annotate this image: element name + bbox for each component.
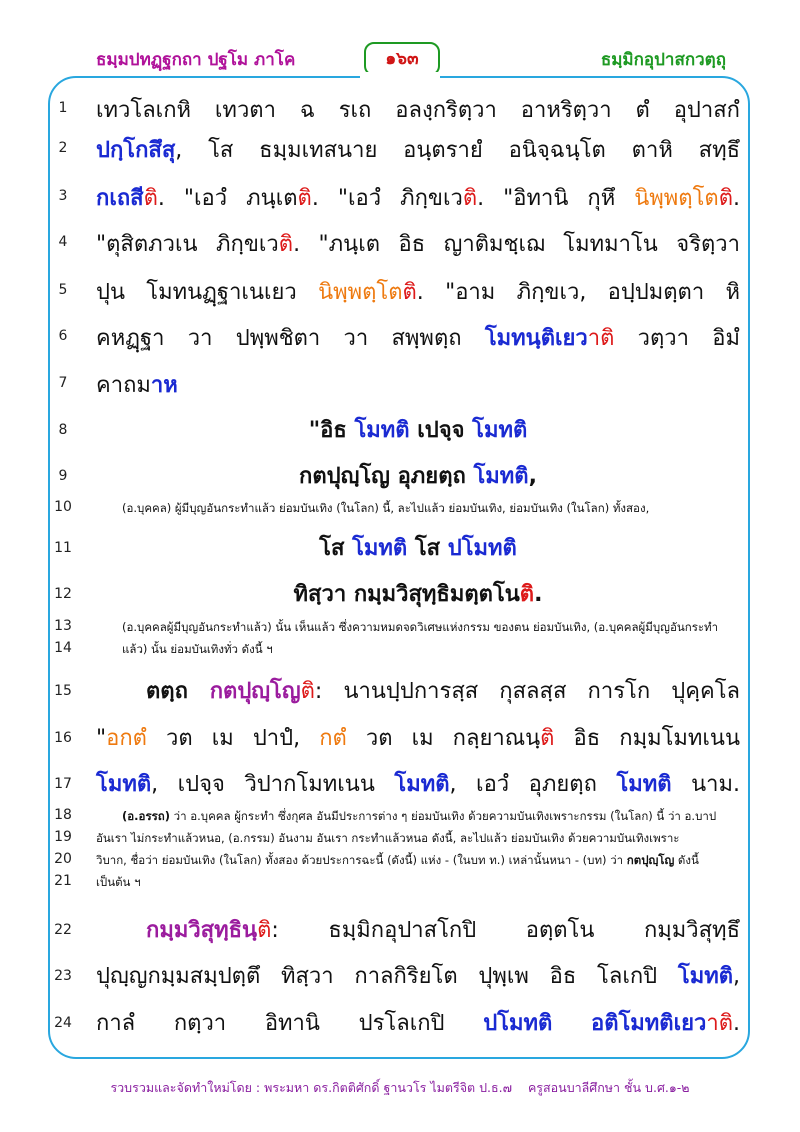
line-text	[96, 92, 740, 127]
text-segment: ตตฺถ	[146, 679, 210, 704]
text-segment: ติ	[300, 679, 315, 704]
line-number: 22	[54, 922, 72, 938]
line-number: 13	[54, 618, 72, 634]
text-segment: ปกฺโกสึสุ	[96, 138, 176, 163]
text-segment: , เอวํ อุภยตฺถ	[449, 772, 617, 797]
text-segment: ปุญฺญกมฺมสมฺปตฺตึ ทิสฺวา กาลกิริยโต ปุพฺเพ อิธ โลเกปิ	[96, 964, 678, 989]
text-segment: ดังนี้	[674, 853, 699, 867]
verse-text	[96, 458, 740, 493]
text-segment: โมทติ	[96, 772, 152, 797]
line-text	[96, 958, 740, 993]
note-text	[96, 873, 740, 891]
footer-compiler: รวบรวมและจัดทำใหม่โดย : พระมหา ดร.กิตติศักดิ์ ฐานวโร ไมตรีจิต ป.ธ.๗	[110, 1080, 513, 1095]
header-chapter-title: ธมฺมิกอุปาสกวตฺถุ	[600, 50, 726, 70]
text-segment: อิธ กมฺมโมทเนน	[554, 726, 740, 751]
note-text	[122, 807, 740, 825]
line-text	[96, 274, 740, 309]
line-number: 5	[58, 282, 68, 298]
text-segment: ติ	[540, 726, 555, 751]
text-segment: ปโมทติ	[483, 1011, 553, 1036]
line-text	[96, 720, 740, 755]
text-segment: ,	[733, 964, 740, 989]
line-text	[96, 226, 740, 261]
line-number: 9	[58, 468, 68, 484]
text-segment: าติ	[587, 326, 615, 351]
text-segment: . "ภนฺเต อิธ ญาติมชฺเฌ โมทมาโน จริตฺวา	[293, 232, 740, 257]
line-number: 21	[54, 873, 72, 889]
text-segment: กตปุญฺโญ	[626, 853, 675, 867]
text-segment: "ตุสิตภวเน ภิกฺขเว	[96, 232, 279, 257]
text-segment: โมทติ	[352, 536, 408, 561]
text-segment: นาม.	[671, 772, 740, 797]
text-segment: โมทติ	[472, 418, 528, 443]
text-segment: . "เอวํ ภิกฺขเว	[311, 186, 463, 211]
line-number: 19	[54, 829, 72, 845]
text-segment: เป็นต้น ฯ	[96, 875, 141, 889]
text-segment: กตปุญฺโญ อุภยตฺถ	[299, 464, 474, 489]
text-segment: โมทติ	[354, 418, 410, 443]
verse-text	[96, 576, 740, 611]
line-number: 15	[54, 683, 72, 699]
line-number: 17	[54, 776, 72, 792]
frame-gap	[360, 72, 440, 80]
text-segment: ติ	[462, 186, 478, 211]
page-footer	[0, 1078, 800, 1098]
text-segment: ติ	[257, 918, 272, 943]
line-text	[146, 912, 740, 947]
text-segment: โมทติ	[473, 464, 529, 489]
text-segment: ทิสฺวา กมฺมวิสุทฺธิมตฺตโน	[293, 582, 520, 607]
text-segment: : ธมฺมิกอุปาสโกปิ อตฺตโน กมฺมวิสุทฺธึ	[271, 918, 740, 943]
text-segment: ติ	[402, 280, 417, 305]
text-segment: (อ.บุคคลผู้มีบุญอันกระทำแล้ว) นั้น เห็นแล้ว ซึ่งความหมดจดวิเศษแห่งกรรม ของตน ย่อมบันเทิง, (อ.บุคคลผู้มีบุญอันกระทำ	[122, 620, 719, 634]
note-text	[122, 618, 740, 636]
text-segment: ติ	[143, 186, 158, 211]
text-segment: ,	[528, 464, 537, 489]
text-segment: เทวโลเกหิ เทวตา ฉ รเถ อลงฺกริตฺวา อาหริตฺวา ตํ อุปาสกํ	[96, 98, 740, 123]
text-segment: (อ.อรรถ)	[122, 809, 171, 823]
text-segment: คหฏฺฐา วา ปพฺพชิตา วา สพฺพตฺถ	[96, 326, 485, 351]
text-segment: .	[733, 186, 740, 211]
text-segment: วิบาก, ชื่อว่า ย่อมบันเทิง (ในโลก) ทั้งสอง ด้วยประการฉะนี้ (ดังนี้) แห่ง - (ในบท ท.) เหล่านั้นหนา - (บท) ว่า	[96, 853, 627, 867]
text-segment: แล้ว) นั้น ย่อมบันเทิงทั่ว ดังนี้ ฯ	[122, 642, 273, 656]
note-text	[96, 829, 740, 847]
line-number: 11	[54, 540, 72, 556]
text-segment: าห	[150, 373, 178, 398]
line-text	[146, 673, 740, 708]
text-segment: โมทติ	[616, 772, 672, 797]
line-number: 14	[54, 640, 72, 656]
text-segment: กตปุญฺโญ	[209, 679, 301, 704]
text-segment: โมทติ	[677, 964, 733, 989]
note-text	[122, 499, 740, 517]
text-segment: .	[534, 582, 543, 607]
text-segment: (อ.บุคคล) ผู้มีบุญอันกระทำแล้ว ย่อมบันเทิง (ในโลก) นี้, ละไปแล้ว ย่อมบันเทิง, ย่อมบันเทิง (ในโลก) ทั้งสอง,	[122, 501, 650, 515]
verse-text	[96, 530, 740, 565]
text-segment: ติ	[278, 232, 294, 257]
line-text	[96, 1005, 740, 1040]
text-segment: ปุน โมทนฏฺฐาเนเยว	[96, 280, 319, 305]
text-segment: วต เม ปาปํ,	[146, 726, 320, 751]
text-segment: าติ	[706, 1011, 733, 1036]
text-segment: วต เม กลฺยาณนฺ	[346, 726, 541, 751]
text-segment: กตํ	[319, 726, 347, 751]
text-segment: , เปจฺจ วิปากโมทเนน	[151, 772, 395, 797]
text-segment: กเถสี	[96, 186, 144, 211]
text-segment: ปโมทติ	[447, 536, 517, 561]
text-segment: : นานปฺปการสฺส กุสลสฺส การโก ปุคฺคโล	[314, 679, 741, 704]
text-segment	[552, 1011, 591, 1036]
line-number: 3	[58, 188, 68, 204]
text-segment: "	[96, 726, 107, 751]
line-text	[96, 180, 740, 215]
text-segment: โส	[407, 536, 448, 561]
line-number: 12	[54, 586, 72, 602]
text-segment: นิพฺพตฺโต	[634, 186, 719, 211]
text-segment: .	[733, 1011, 740, 1036]
text-segment: กมฺมวิสุทฺธินฺ	[146, 918, 258, 943]
text-segment: โมทติ	[394, 772, 450, 797]
line-number: 20	[54, 851, 72, 867]
line-number: 16	[54, 730, 72, 746]
line-number: 10	[54, 499, 72, 515]
text-segment: ว่า อ.บุคคล ผู้กระทำ ซึ่งกุศล อันมีประการต่าง ๆ ย่อมบันเทิง ด้วยความบันเทิงเพราะกรรม (ในโลก) นี้ ว่า อ.บาป	[170, 809, 717, 823]
note-text	[122, 640, 740, 658]
verse-text	[96, 412, 740, 447]
text-segment: นิพฺพตฺโต	[318, 280, 403, 305]
line-text	[96, 766, 740, 801]
footer-course: ครูสอนบาลีศึกษา ชั้น บ.ศ.๑-๒	[527, 1080, 690, 1095]
text-segment: . "อิทานิ กุหึ	[477, 186, 635, 211]
line-number: 2	[58, 140, 68, 156]
line-number: 6	[58, 328, 68, 344]
text-segment: อกตํ	[106, 726, 147, 751]
line-number: 23	[54, 968, 72, 984]
page-number: ๑๖๓	[364, 42, 440, 76]
text-segment: โส	[319, 536, 353, 561]
text-segment: อันเรา ไม่กระทำแล้วหนอ, (อ.กรรม) อันงาม อันเรา กระทำแล้วหนอ ดังนี้, ละไปแล้ว ย่อมบันเทิง ด้วยความบันเทิงเพราะ	[96, 831, 680, 845]
line-number: 18	[54, 807, 72, 823]
line-number: 1	[58, 100, 68, 116]
text-segment: . "อาม ภิกฺขเว, อปฺปมตฺตา หิ	[416, 280, 740, 305]
note-text	[96, 851, 740, 869]
text-segment: ติ	[718, 186, 733, 211]
text-segment: อติโมทติเยว	[590, 1011, 707, 1036]
text-segment: คาถม	[96, 373, 151, 398]
text-segment: "อิธ	[308, 418, 355, 443]
line-number: 7	[58, 375, 68, 391]
text-segment: เปจฺจ	[409, 418, 473, 443]
line-text	[96, 320, 740, 355]
text-segment: ติ	[297, 186, 312, 211]
line-number: 8	[58, 422, 68, 438]
line-number: 24	[54, 1015, 72, 1031]
text-segment: . "เอวํ ภนฺเต	[157, 186, 298, 211]
line-text	[96, 367, 740, 402]
line-number: 4	[58, 234, 68, 250]
text-segment: กาลํ กตฺวา อิทานิ ปรโลเกปิ	[96, 1011, 484, 1036]
header-book-title: ธมฺมปทฏฺฐกถา ปฐโม ภาโค	[96, 50, 296, 70]
text-segment: ติ	[519, 582, 535, 607]
text-segment: , โส ธมฺมเทสนาย อนฺตรายํ อนิจฺฉนฺโต ตาหิ สทฺธึ	[175, 138, 740, 163]
text-segment: โมทนฺติเยว	[484, 326, 588, 351]
text-segment: วตฺวา อิมํ	[614, 326, 740, 351]
line-text	[96, 132, 740, 167]
